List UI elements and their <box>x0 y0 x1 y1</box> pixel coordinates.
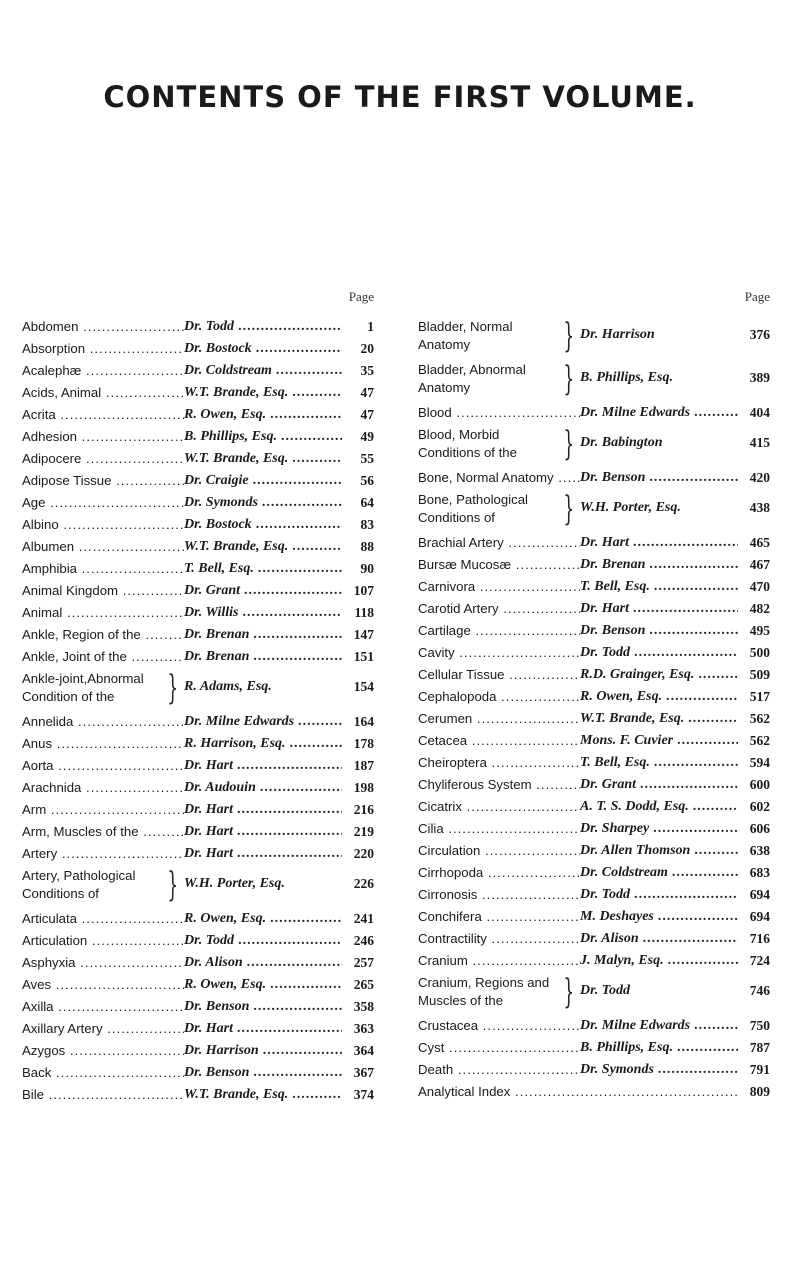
brace-glyph: } <box>563 489 575 529</box>
contents-entry <box>418 359 770 402</box>
entry-author: Dr. Milne Edwards ..... <box>184 714 342 730</box>
entry-author: T. Bell, Esq. ..... <box>580 579 738 595</box>
entry-subject: Arachnida ..... <box>22 780 184 795</box>
entry-author: W.T. Brande, Esq. ..... <box>184 539 342 555</box>
contents-entry <box>22 382 374 404</box>
entry-author: Dr. Benson ..... <box>580 470 738 486</box>
entry-page-number: 88 <box>360 539 374 554</box>
contents-entry <box>418 884 770 906</box>
entry-page-number: 107 <box>353 583 374 598</box>
contents-entry <box>22 755 374 777</box>
entry-subject: Ankle, Region of the ..... <box>22 627 184 642</box>
entry-subject: Back ..... <box>22 1065 184 1080</box>
contents-entry <box>418 532 770 554</box>
contents-entry <box>418 402 770 424</box>
entry-page-number: 389 <box>749 370 770 385</box>
contents-entry <box>418 642 770 664</box>
entry-page-number: 219 <box>353 824 374 839</box>
contents-entry <box>418 554 770 576</box>
contents-entry <box>22 777 374 799</box>
contents-entry <box>22 558 374 580</box>
entry-page-number: 404 <box>749 405 770 420</box>
entry-author: Dr. Todd <box>580 983 631 998</box>
entry-page-number: 495 <box>749 623 770 638</box>
entry-page-number: 220 <box>353 846 374 861</box>
entry-author: W.T. Brande, Esq. ..... <box>184 1087 342 1103</box>
entry-author: Dr. Grant ..... <box>184 583 342 599</box>
entry-author: Dr. Symonds ..... <box>580 1062 738 1078</box>
contents-entry <box>22 711 374 733</box>
contents-entry <box>22 930 374 952</box>
contents-entry <box>418 664 770 686</box>
entry-author: Dr. Bostock ..... <box>184 341 342 357</box>
contents-entry <box>418 774 770 796</box>
entry-subject: Analytical Index ..... <box>418 1084 748 1099</box>
entry-author: R. Harrison, Esq. ..... <box>184 736 342 752</box>
contents-entry <box>418 576 770 598</box>
contents-entry <box>418 620 770 642</box>
entry-page-number: 265 <box>353 977 374 992</box>
entry-author: R.D. Grainger, Esq. ..... <box>580 667 738 683</box>
entry-author: Dr. Craigie ..... <box>184 473 342 489</box>
entry-author: Dr. Hart ..... <box>580 535 738 551</box>
entry-page-number: 787 <box>749 1040 770 1055</box>
entry-subject: Bone, Pathological Conditions of <box>418 492 528 525</box>
entry-author: Dr. Coldstream ..... <box>184 363 342 379</box>
entry-subject: Chyliferous System ..... <box>418 777 580 792</box>
entry-author: Dr. Hart ..... <box>184 802 342 818</box>
contents-entry <box>418 950 770 972</box>
entry-author: J. Malyn, Esq. ..... <box>580 953 738 969</box>
entry-author: Dr. Brenan ..... <box>184 649 342 665</box>
contents-entry <box>418 752 770 774</box>
contents-entry <box>22 668 374 711</box>
contents-entry <box>418 598 770 620</box>
entry-subject: Albino ..... <box>22 517 184 532</box>
entry-author: M. Deshayes ..... <box>580 909 738 925</box>
entry-page-number: 470 <box>749 579 770 594</box>
entry-page-number: 164 <box>353 714 374 729</box>
entry-page-number: 226 <box>353 876 374 891</box>
contents-column-left <box>22 289 374 1106</box>
contents-entry <box>418 1059 770 1081</box>
entry-subject: Blood ..... <box>418 405 580 420</box>
entry-page-number: 56 <box>360 473 374 488</box>
entry-subject: Aves ..... <box>22 977 184 992</box>
entry-page-number: 364 <box>353 1043 374 1058</box>
entry-subject: Arm ..... <box>22 802 184 817</box>
entry-author: Dr. Milne Edwards ..... <box>580 1018 738 1034</box>
contents-entry <box>22 996 374 1018</box>
entry-author: Dr. Todd ..... <box>184 319 342 335</box>
entry-page-number: 415 <box>749 435 770 450</box>
entry-subject: Amphibia ..... <box>22 561 184 576</box>
entry-subject: Adipocere ..... <box>22 451 184 466</box>
entry-subject: Age ..... <box>22 495 184 510</box>
entry-author: T. Bell, Esq. ..... <box>580 755 738 771</box>
entry-page-number: 517 <box>749 689 770 704</box>
entry-page-number: 47 <box>360 407 374 422</box>
contents-entry <box>22 821 374 843</box>
entry-subject: Aorta ..... <box>22 758 184 773</box>
entry-page-number: 147 <box>353 627 374 642</box>
contents-entry <box>22 360 374 382</box>
brace-glyph: } <box>563 316 575 356</box>
entry-page-number: 187 <box>353 758 374 773</box>
entry-subject: Bladder, Abnormal Anatomy <box>418 362 526 395</box>
entry-subject: Brachial Artery ..... <box>418 535 580 550</box>
entry-author: Dr. Bostock ..... <box>184 517 342 533</box>
entry-author: Dr. Hart ..... <box>184 1021 342 1037</box>
entry-page-number: 178 <box>353 736 374 751</box>
entry-page-number: 246 <box>353 933 374 948</box>
entry-subject: Acalephæ ..... <box>22 363 184 378</box>
entry-subject: Axilla ..... <box>22 999 184 1014</box>
entry-author: W.H. Porter, Esq. <box>184 876 285 891</box>
entry-subject: Cartilage ..... <box>418 623 580 638</box>
entry-page-number: 257 <box>353 955 374 970</box>
contents-entry <box>418 1015 770 1037</box>
entry-page-number: 746 <box>749 983 770 998</box>
entry-author: Dr. Hart ..... <box>184 758 342 774</box>
entry-author: Dr. Benson ..... <box>580 623 738 639</box>
contents-entry <box>22 580 374 602</box>
entry-page-number: 791 <box>749 1062 770 1077</box>
entry-page-number: 606 <box>749 821 770 836</box>
entry-author: Dr. Symonds ..... <box>184 495 342 511</box>
entry-page-number: 376 <box>749 327 770 342</box>
entry-subject: Artery, Pathological Conditions of <box>22 868 136 901</box>
contents-entry <box>418 489 770 532</box>
entry-subject: Articulation ..... <box>22 933 184 948</box>
entry-page-number: 118 <box>354 605 374 620</box>
contents-entry <box>22 1062 374 1084</box>
contents-entry <box>22 426 374 448</box>
entry-author: Dr. Brenan ..... <box>184 627 342 643</box>
entry-subject: Circulation ..... <box>418 843 580 858</box>
entry-subject: Death ..... <box>418 1062 580 1077</box>
entry-page-number: 683 <box>749 865 770 880</box>
entry-page-number: 47 <box>360 385 374 400</box>
entry-page-number: 809 <box>749 1084 770 1099</box>
entry-author: Dr. Sharpey ..... <box>580 821 738 837</box>
brace-glyph: } <box>167 668 179 708</box>
entry-page-number: 20 <box>360 341 374 356</box>
entry-subject: Cerumen ..... <box>418 711 580 726</box>
entry-page-number: 1 <box>367 319 374 334</box>
entry-page-number: 602 <box>749 799 770 814</box>
entry-page-number: 638 <box>749 843 770 858</box>
entry-author: R. Owen, Esq. ..... <box>184 977 342 993</box>
entry-subject: Articulata ..... <box>22 911 184 926</box>
entry-subject: Annelida ..... <box>22 714 184 729</box>
contents-entry <box>22 448 374 470</box>
brace-glyph: } <box>563 424 575 464</box>
entry-subject: Cheiroptera ..... <box>418 755 580 770</box>
entry-author: B. Phillips, Esq. ..... <box>580 1040 738 1056</box>
entry-author: Dr. Grant ..... <box>580 777 738 793</box>
contents-entry <box>22 952 374 974</box>
entry-subject: Cetacea ..... <box>418 733 580 748</box>
entry-page-number: 83 <box>360 517 374 532</box>
entry-subject: Artery ..... <box>22 846 184 861</box>
entry-subject: Carnivora ..... <box>418 579 580 594</box>
brace-glyph: } <box>563 359 575 399</box>
contents-entry <box>418 424 770 467</box>
entry-subject: Bile ..... <box>22 1087 184 1102</box>
entry-subject: Adipose Tissue ..... <box>22 473 184 488</box>
contents-entry <box>22 404 374 426</box>
entry-subject: Azygos ..... <box>22 1043 184 1058</box>
contents-entry <box>22 799 374 821</box>
contents-entry <box>22 470 374 492</box>
entry-author: R. Owen, Esq. ..... <box>184 407 342 423</box>
entry-page-number: 438 <box>749 500 770 515</box>
entry-author: R. Owen, Esq. ..... <box>580 689 738 705</box>
entry-subject: Arm, Muscles of the ..... <box>22 824 184 839</box>
entry-page-number: 750 <box>749 1018 770 1033</box>
entry-subject: Cranium ..... <box>418 953 580 968</box>
contents-entry <box>22 602 374 624</box>
entry-page-number: 216 <box>353 802 374 817</box>
contents-entry <box>418 730 770 752</box>
contents-column-right <box>418 289 770 1103</box>
contents-entry <box>418 862 770 884</box>
contents-entry <box>22 865 374 908</box>
entry-author: Dr. Benson ..... <box>184 999 342 1015</box>
contents-entry <box>22 974 374 996</box>
entry-subject: Conchifera ..... <box>418 909 580 924</box>
entry-subject: Contractility ..... <box>418 931 580 946</box>
contents-entry <box>22 624 374 646</box>
contents-entry <box>418 1081 770 1103</box>
entry-author: Dr. Benson ..... <box>184 1065 342 1081</box>
contents-entry <box>22 908 374 930</box>
entry-author: Dr. Hart ..... <box>184 846 342 862</box>
entry-subject: Adhesion ..... <box>22 429 184 444</box>
contents-entry <box>418 1037 770 1059</box>
entry-author: W.T. Brande, Esq. ..... <box>580 711 738 727</box>
entry-author: Dr. Hart ..... <box>184 824 342 840</box>
entry-subject: Cilia ..... <box>418 821 580 836</box>
contents-entry <box>22 536 374 558</box>
entry-author: Dr. Babington <box>580 435 663 450</box>
contents-entry <box>22 1018 374 1040</box>
entry-page-number: 64 <box>360 495 374 510</box>
entry-subject: Albumen ..... <box>22 539 184 554</box>
entry-page-number: 420 <box>749 470 770 485</box>
entry-page-number: 465 <box>749 535 770 550</box>
entry-page-number: 151 <box>353 649 374 664</box>
entry-page-number: 600 <box>749 777 770 792</box>
contents-entry <box>22 1040 374 1062</box>
entry-author: Dr. Todd ..... <box>184 933 342 949</box>
entry-page-number: 509 <box>749 667 770 682</box>
entry-author: Dr. Allen Thomson ..... <box>580 843 738 859</box>
entry-author: Dr. Alison ..... <box>580 931 738 947</box>
entry-subject: Abdomen ..... <box>22 319 184 334</box>
contents-entry <box>418 708 770 730</box>
entry-page-number: 482 <box>749 601 770 616</box>
entry-subject: Blood, Morbid Conditions of the <box>418 427 517 460</box>
contents-entry <box>418 928 770 950</box>
entry-author: Dr. Todd ..... <box>580 887 738 903</box>
entry-subject: Anus ..... <box>22 736 184 751</box>
entry-page-number: 49 <box>360 429 374 444</box>
entry-author: Dr. Alison ..... <box>184 955 342 971</box>
contents-entry <box>418 316 770 359</box>
entry-subject: Carotid Artery ..... <box>418 601 580 616</box>
contents-entry <box>418 906 770 928</box>
contents-entry <box>418 972 770 1015</box>
entry-subject: Animal ..... <box>22 605 184 620</box>
entry-author: Dr. Milne Edwards ..... <box>580 405 738 421</box>
entry-page-number: 500 <box>749 645 770 660</box>
entry-page-number: 35 <box>360 363 374 378</box>
contents-entry <box>418 840 770 862</box>
page-column-header: Page <box>348 289 374 304</box>
entry-subject: Cirronosis ..... <box>418 887 580 902</box>
entry-page-number: 358 <box>353 999 374 1014</box>
entry-subject: Acids, Animal ..... <box>22 385 184 400</box>
entry-author: R. Owen, Esq. ..... <box>184 911 342 927</box>
entry-author: W.T. Brande, Esq. ..... <box>184 385 342 401</box>
entry-author: Dr. Coldstream ..... <box>580 865 738 881</box>
entry-subject: Animal Kingdom ..... <box>22 583 184 598</box>
entry-page-number: 90 <box>360 561 374 576</box>
entry-author: Dr. Willis ..... <box>184 605 342 621</box>
entry-subject: Cranium, Regions and Muscles of the <box>418 975 550 1008</box>
entry-subject: Axillary Artery ..... <box>22 1021 184 1036</box>
entry-page-number: 198 <box>353 780 374 795</box>
contents-entry <box>22 338 374 360</box>
entry-page-number: 367 <box>353 1065 374 1080</box>
entry-author: B. Phillips, Esq. <box>580 370 673 385</box>
entry-page-number: 562 <box>749 711 770 726</box>
page-column-header: Page <box>744 289 770 304</box>
entry-page-number: 467 <box>749 557 770 572</box>
entry-subject: Cicatrix ..... <box>418 799 580 814</box>
entry-author: Dr. Harrison <box>580 327 655 342</box>
entry-subject: Acrita ..... <box>22 407 184 422</box>
entry-subject: Crustacea ..... <box>418 1018 580 1033</box>
brace-glyph: } <box>563 972 575 1012</box>
entry-page-number: 716 <box>749 931 770 946</box>
entry-page-number: 374 <box>353 1087 374 1102</box>
entry-subject: Absorption ..... <box>22 341 184 356</box>
brace-glyph: } <box>167 865 179 905</box>
entry-subject: Cirrhopoda ..... <box>418 865 580 880</box>
entry-subject: Ankle-joint,Abnormal Condition of the <box>22 671 144 704</box>
entry-subject: Bladder, Normal Anatomy <box>418 319 513 352</box>
contents-entry <box>418 686 770 708</box>
contents-entry <box>418 796 770 818</box>
entry-page-number: 55 <box>360 451 374 466</box>
contents-entry <box>418 467 770 489</box>
contents-entry <box>22 316 374 338</box>
contents-entry <box>22 1084 374 1106</box>
entry-subject: Cephalopoda ..... <box>418 689 580 704</box>
entry-page-number: 562 <box>749 733 770 748</box>
entry-page-number: 154 <box>353 679 374 694</box>
entry-page-number: 241 <box>353 911 374 926</box>
entry-subject: Bursæ Mucosæ ..... <box>418 557 580 572</box>
entry-author: Dr. Audouin ..... <box>184 780 342 796</box>
entry-author: Dr. Hart ..... <box>580 601 738 617</box>
contents-entry <box>22 514 374 536</box>
entry-subject: Asphyxia ..... <box>22 955 184 970</box>
entry-author: W.H. Porter, Esq. <box>580 500 681 515</box>
contents-entry <box>22 843 374 865</box>
contents-entry <box>22 492 374 514</box>
entry-page-number: 724 <box>749 953 770 968</box>
entry-author: W.T. Brande, Esq. ..... <box>184 451 342 467</box>
entry-page-number: 363 <box>353 1021 374 1036</box>
contents-entry <box>22 733 374 755</box>
entry-author: Dr. Harrison ..... <box>184 1043 342 1059</box>
entry-page-number: 694 <box>749 909 770 924</box>
entry-page-number: 694 <box>749 887 770 902</box>
entry-page-number: 594 <box>749 755 770 770</box>
contents-entry <box>22 646 374 668</box>
entry-author: A. T. S. Dodd, Esq. ..... <box>580 799 738 815</box>
entry-author: Mons. F. Cuvier ..... <box>580 733 738 749</box>
entry-author: B. Phillips, Esq. ..... <box>184 429 342 445</box>
entry-subject: Cyst ..... <box>418 1040 580 1055</box>
entry-author: R. Adams, Esq. <box>184 679 272 694</box>
entry-subject: Ankle, Joint of the ..... <box>22 649 184 664</box>
entry-subject: Cellular Tissue ..... <box>418 667 580 682</box>
entry-author: Dr. Brenan ..... <box>580 557 738 573</box>
entry-subject: Bone, Normal Anatomy ..... <box>418 470 580 485</box>
page-title: CONTENTS OF THE FIRST VOLUME. <box>103 80 697 114</box>
contents-entry <box>418 818 770 840</box>
entry-subject: Cavity ..... <box>418 645 580 660</box>
entry-author: T. Bell, Esq. ..... <box>184 561 342 577</box>
entry-author: Dr. Todd ..... <box>580 645 738 661</box>
